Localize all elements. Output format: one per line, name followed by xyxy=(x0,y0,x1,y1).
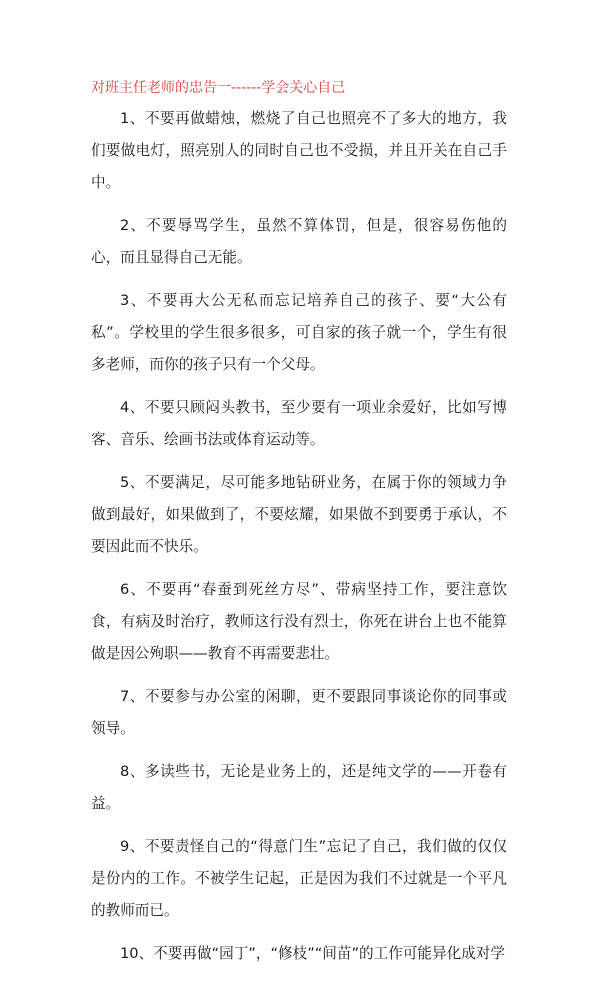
document-body xyxy=(91,103,507,981)
document-title: 对班主任老师的忠告一------学会关心自己 xyxy=(91,80,346,96)
paragraph-7: 7、不要参与办公室的闲聊，更不要跟同事谈论你的同事或领导。 xyxy=(91,688,507,737)
paragraph-6: 6、不要再“春蚕到死丝方尽”、带病坚持工作，要注意饮食，有病及时治疗，教师这行没有烈士，你死在讲台上也不能算做是因公殉职——教育不再需要悲壮。 xyxy=(91,581,507,662)
paragraph-9: 9、不要责怪自己的“得意门生”忘记了自己，我们做的仅仅是份内的工作。不被学生记起，正是因为我们不过就是一个平凡的教师而已。 xyxy=(91,838,507,919)
paragraph-4: 4、不要只顾闷头教书，至少要有一项业余爱好，比如写博客、音乐、绘画书法或体育运动等。 xyxy=(91,399,507,448)
paragraph-5: 5、不要满足，尽可能多地钻研业务，在属于你的领域力争做到最好，如果做到了，不要炫耀，如果做不到要勇于承认，不要因此而不快乐。 xyxy=(91,474,507,555)
paragraph-10: 10、不要再做“园丁”，“修枝”“间苗”的工作可能异化成对学 xyxy=(120,945,505,962)
paragraph-3: 3、不要再大公无私而忘记培养自己的孩子、要“大公有私”。学校里的学生很多很多，可自家的孩子就一个，学生有很多老师，而你的孩子只有一个父母。 xyxy=(91,292,507,373)
paragraph-1: 1、不要再做蜡烛，燃烧了自己也照亮不了多大的地方，我们要做电灯，照亮别人的同时自己也不受损，并且开关在自己手中。 xyxy=(91,110,507,191)
paragraph-8: 8、多读些书，无论是业务上的，还是纯文学的——开卷有益。 xyxy=(91,763,507,812)
paragraph-2: 2、不要辱骂学生，虽然不算体罚，但是，很容易伤他的心，而且显得自己无能。 xyxy=(91,217,507,266)
